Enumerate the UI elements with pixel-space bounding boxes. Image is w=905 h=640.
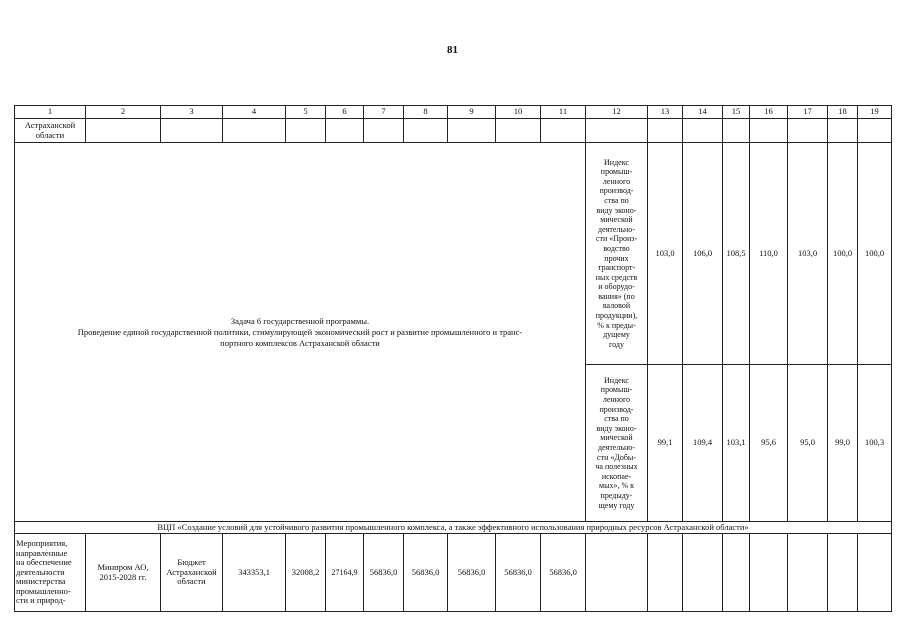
indicator-value: 95,6 [750,365,788,522]
indicator-value: 95,0 [788,365,828,522]
column-number: 8 [404,106,448,119]
vcp-title: ВЦП «Создание условий для устойчивого развития промышленного комплекса, а также эффективного использования природных ресурсов Астраханской области» [15,522,892,534]
carry-over-cell: Астраханской области [15,119,86,143]
measure-funding-source: Бюджет Астраханской области [161,534,223,612]
empty-cell [828,119,858,143]
column-number: 6 [326,106,364,119]
measure-year-value: 56836,0 [364,534,404,612]
indicator-value: 99,0 [828,365,858,522]
column-number: 9 [448,106,496,119]
empty-cell [586,119,648,143]
empty-cell [496,119,541,143]
indicator-value: 109,4 [683,365,723,522]
empty-cell [683,119,723,143]
column-number: 17 [788,106,828,119]
column-number: 14 [683,106,723,119]
column-number: 19 [858,106,892,119]
column-number: 15 [723,106,750,119]
indicator-name: Индекс промыш- ленного производ- ства по виду эконо- мической деятельно- сти «Произ- водство прочих транспорт- ных средств и оборудо- вания» (по валовой продукции), % к преды- дущему году [586,143,648,365]
empty-cell [858,534,892,612]
measure-row [15,534,892,612]
indicator-value: 103,0 [648,143,683,365]
empty-cell [648,534,683,612]
indicator-value: 100,0 [858,143,892,365]
column-number: 18 [828,106,858,119]
empty-cell [161,119,223,143]
column-number: 5 [286,106,326,119]
column-number: 4 [223,106,286,119]
indicator-value: 108,5 [723,143,750,365]
empty-cell [723,534,750,612]
carry-over-row [15,119,892,143]
empty-cell [750,534,788,612]
measure-year-value: 56836,0 [404,534,448,612]
column-number: 12 [586,106,648,119]
indicator-row [15,143,892,365]
measure-year-value: 32008,2 [286,534,326,612]
column-number: 3 [161,106,223,119]
measure-name: Мероприятия, направленные на обеспечение деятельности министерства промышленно- сти и природ- [15,534,86,612]
column-number: 1 [15,106,86,119]
column-number: 16 [750,106,788,119]
indicator-value: 103,0 [788,143,828,365]
indicator-value: 110,0 [750,143,788,365]
measure-total: 343353,1 [223,534,286,612]
empty-cell [223,119,286,143]
measure-year-value: 56836,0 [496,534,541,612]
measure-executor: Минпром АО, 2015-2028 гг. [86,534,161,612]
page-number: 81 [447,44,458,56]
empty-cell [750,119,788,143]
empty-cell [404,119,448,143]
indicator-value: 100,0 [828,143,858,365]
empty-cell [364,119,404,143]
column-number: 13 [648,106,683,119]
column-number-row [15,106,892,119]
program-table [14,105,892,612]
column-number: 2 [86,106,161,119]
indicator-value: 99,1 [648,365,683,522]
indicator-name: Индекс промыш- ленного производ- ства по виду эконо- мической деятельно- сти «Добы- ча полезных ископае- мых», % к предыду- щему году [586,365,648,522]
task-6-description: Задача 6 государственной программы. Проведение единой государственной политики, стимулирующей экономический рост и развитие промышленного и транс- портного комплексов Астраханской области [15,143,586,522]
empty-cell [541,119,586,143]
empty-cell [286,119,326,143]
measure-year-value: 56836,0 [541,534,586,612]
indicator-value: 103,1 [723,365,750,522]
empty-cell [858,119,892,143]
empty-cell [788,119,828,143]
column-number: 7 [364,106,404,119]
empty-cell [648,119,683,143]
empty-cell [723,119,750,143]
column-number: 11 [541,106,586,119]
indicator-value: 106,0 [683,143,723,365]
indicator-value: 100,3 [858,365,892,522]
column-number: 10 [496,106,541,119]
empty-cell [683,534,723,612]
empty-cell [788,534,828,612]
empty-cell [448,119,496,143]
empty-cell [86,119,161,143]
empty-cell [586,534,648,612]
empty-cell [326,119,364,143]
measure-year-value: 56836,0 [448,534,496,612]
empty-cell [828,534,858,612]
vcp-row [15,522,892,534]
measure-year-value: 27164,9 [326,534,364,612]
